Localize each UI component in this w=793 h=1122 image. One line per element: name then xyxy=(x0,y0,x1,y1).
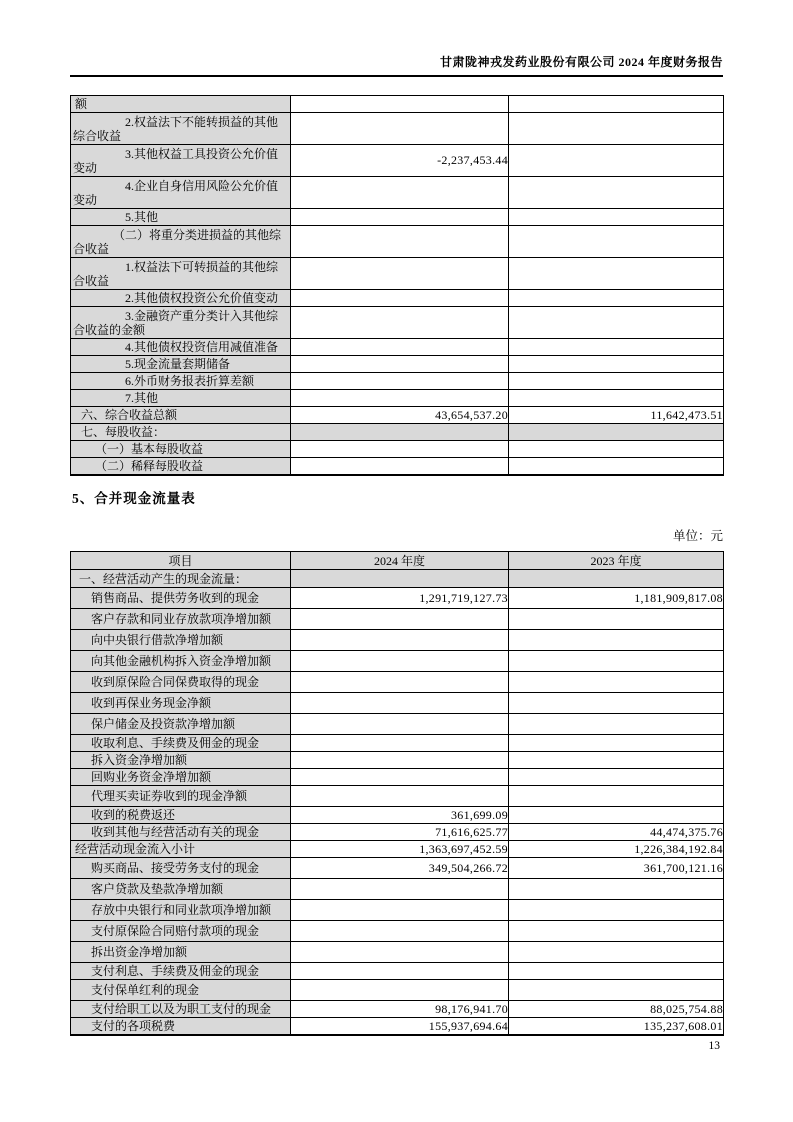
value-2024 xyxy=(291,942,509,963)
value-2023: 88,025,754.88 xyxy=(509,1001,724,1018)
value-2023: 1,181,909,817.08 xyxy=(509,588,724,609)
value-2024 xyxy=(291,752,509,769)
value-2023 xyxy=(509,290,724,307)
value-2023 xyxy=(509,177,724,209)
value-2023 xyxy=(509,693,724,714)
table-row xyxy=(71,373,724,390)
value-2024 xyxy=(291,113,509,145)
page-number: 13 xyxy=(708,1040,720,1052)
row-label: 支付给职工以及为职工支付的现金 xyxy=(91,1002,272,1016)
table-row xyxy=(71,900,724,921)
value-2023 xyxy=(509,807,724,824)
row-label: 支付原保险合同赔付款项的现金 xyxy=(91,924,260,938)
value-2024: 98,176,941.70 xyxy=(291,1001,509,1018)
value-2024 xyxy=(291,609,509,630)
value-2023 xyxy=(509,570,724,588)
row-label-cell xyxy=(71,942,291,963)
row-label: 4.其他债权投资信用减值准备 xyxy=(125,340,279,354)
row-label-cell xyxy=(71,841,291,858)
row-label: 拆出资金净增加额 xyxy=(91,945,188,959)
table-row xyxy=(71,841,724,858)
row-label: 保户储金及投资款净增加额 xyxy=(91,717,236,731)
row-label-cell xyxy=(71,258,291,290)
table-row xyxy=(71,651,724,672)
value-2023: 1,226,384,192.84 xyxy=(509,841,724,858)
row-label: （二）将重分类进损益的其他综合收益 xyxy=(73,227,282,256)
cash-flow-table-body xyxy=(71,570,724,1036)
value-2023 xyxy=(509,226,724,258)
value-2024: 1,363,697,452.59 xyxy=(291,841,509,858)
table-row xyxy=(71,356,724,373)
table-row xyxy=(71,307,724,339)
table-row xyxy=(71,570,724,588)
value-2023: 44,474,375.76 xyxy=(509,824,724,841)
row-label-cell xyxy=(71,1001,291,1018)
value-2023 xyxy=(509,339,724,356)
row-label: 收到原保险合同保费取得的现金 xyxy=(91,675,260,689)
row-label-cell xyxy=(71,407,291,424)
row-label-cell xyxy=(71,900,291,921)
value-2023 xyxy=(509,900,724,921)
row-label-cell xyxy=(71,980,291,1001)
value-2024 xyxy=(291,356,509,373)
table-row xyxy=(71,226,724,258)
value-2023 xyxy=(509,963,724,980)
value-2024 xyxy=(291,651,509,672)
row-label-cell xyxy=(71,786,291,807)
value-2023: 361,700,121.16 xyxy=(509,858,724,879)
row-label-cell xyxy=(71,373,291,390)
row-label-cell xyxy=(71,424,291,441)
value-2024 xyxy=(291,339,509,356)
table-row xyxy=(71,390,724,407)
table-row xyxy=(71,145,724,177)
value-2023 xyxy=(509,209,724,226)
row-label: 向中央银行借款净增加额 xyxy=(91,633,224,647)
row-label: 收到再保业务现金净额 xyxy=(91,696,212,710)
table-row xyxy=(71,113,724,145)
row-label: 代理买卖证券收到的现金净额 xyxy=(91,789,248,803)
value-2023 xyxy=(509,921,724,942)
table-row xyxy=(71,879,724,900)
table-row xyxy=(71,339,724,356)
value-2024 xyxy=(291,424,509,441)
row-label: （二）稀释每股收益 xyxy=(95,459,204,473)
comprehensive-income-table-body xyxy=(71,96,724,476)
row-label-cell xyxy=(71,963,291,980)
row-label: 2.权益法下不能转损益的其他综合收益 xyxy=(73,114,279,143)
row-label: 存放中央银行和同业款项净增加额 xyxy=(91,903,272,917)
value-2024 xyxy=(291,390,509,407)
value-2024: -2,237,453.44 xyxy=(291,145,509,177)
row-label-cell xyxy=(71,307,291,339)
row-label: 六、综合收益总额 xyxy=(81,408,178,422)
unit-label: 单位：元 xyxy=(672,529,723,543)
value-2024: 43,654,537.20 xyxy=(291,407,509,424)
row-label-cell xyxy=(71,807,291,824)
row-label-cell xyxy=(71,1018,291,1036)
value-2023 xyxy=(509,630,724,651)
value-2023 xyxy=(509,390,724,407)
value-2024 xyxy=(291,177,509,209)
table-row xyxy=(71,424,724,441)
value-2023 xyxy=(509,258,724,290)
value-2024 xyxy=(291,980,509,1001)
section-title: 5、合并现金流量表 xyxy=(72,491,196,506)
row-label: 销售商品、提供劳务收到的现金 xyxy=(91,591,260,605)
row-label-cell xyxy=(71,145,291,177)
row-label: 支付的各项税费 xyxy=(91,1019,176,1033)
row-label: 4.企业自身信用风险公允价值变动 xyxy=(73,178,279,207)
table-row xyxy=(71,735,724,752)
row-label: 收取利息、手续费及佣金的现金 xyxy=(91,736,260,750)
table-row xyxy=(71,672,724,693)
row-label: 客户存款和同业存放款项净增加额 xyxy=(91,612,272,626)
column-header: 2023 年度 xyxy=(509,552,724,570)
value-2024 xyxy=(291,630,509,651)
row-label: 一、经营活动产生的现金流量： xyxy=(79,571,248,586)
value-2023 xyxy=(509,307,724,339)
row-label-cell xyxy=(71,769,291,786)
row-label: 6.外币财务报表折算差额 xyxy=(125,374,255,388)
row-label-cell xyxy=(71,570,291,588)
row-label-cell xyxy=(71,209,291,226)
row-label: 额 xyxy=(75,97,88,111)
value-2023 xyxy=(509,441,724,458)
value-2023 xyxy=(509,752,724,769)
row-label: 2.其他债权投资公允价值变动 xyxy=(125,291,279,305)
row-label: 支付保单红利的现金 xyxy=(91,983,200,997)
table-row xyxy=(71,824,724,841)
row-label-cell xyxy=(71,858,291,879)
value-2024 xyxy=(291,458,509,476)
row-label: 拆入资金净增加额 xyxy=(91,753,188,767)
column-header: 2024 年度 xyxy=(291,552,509,570)
row-label: 客户贷款及垫款净增加额 xyxy=(91,882,224,896)
value-2023 xyxy=(509,786,724,807)
row-label-cell xyxy=(71,824,291,841)
row-label-cell xyxy=(71,693,291,714)
value-2023 xyxy=(509,651,724,672)
table-row xyxy=(71,209,724,226)
value-2024 xyxy=(291,693,509,714)
table-row xyxy=(71,714,724,735)
row-label-cell xyxy=(71,609,291,630)
value-2023 xyxy=(509,714,724,735)
cash-flow-table-head xyxy=(71,552,724,570)
row-label-cell xyxy=(71,226,291,258)
value-2024 xyxy=(291,441,509,458)
column-header: 项目 xyxy=(71,552,291,570)
row-label: 购买商品、接受劳务支付的现金 xyxy=(91,861,260,875)
value-2024 xyxy=(291,879,509,900)
table-row xyxy=(71,963,724,980)
table-row xyxy=(71,921,724,942)
row-label-cell xyxy=(71,714,291,735)
header-divider xyxy=(70,75,723,77)
value-2024: 1,291,719,127.73 xyxy=(291,588,509,609)
row-label-cell xyxy=(71,879,291,900)
row-label-cell xyxy=(71,177,291,209)
row-label: 支付利息、手续费及佣金的现金 xyxy=(91,964,260,978)
table-row xyxy=(71,942,724,963)
table-row xyxy=(71,980,724,1001)
value-2023 xyxy=(509,735,724,752)
row-label: 回购业务资金净增加额 xyxy=(91,770,212,784)
row-label-cell xyxy=(71,356,291,373)
table-row xyxy=(71,458,724,476)
value-2024 xyxy=(291,373,509,390)
value-2023 xyxy=(509,980,724,1001)
value-2024 xyxy=(291,209,509,226)
value-2023 xyxy=(509,424,724,441)
value-2023: 11,642,473.51 xyxy=(509,407,724,424)
value-2023 xyxy=(509,356,724,373)
row-label: 经营活动现金流入小计 xyxy=(75,842,196,856)
value-2024 xyxy=(291,900,509,921)
value-2024 xyxy=(291,226,509,258)
report-header-title: 甘肃陇神戎发药业股份有限公司 2024 年度财务报告 xyxy=(439,55,723,69)
value-2023 xyxy=(509,769,724,786)
header-row xyxy=(71,552,724,570)
table-row xyxy=(71,441,724,458)
consolidated-cash-flow-table xyxy=(70,551,724,1036)
table-row xyxy=(71,630,724,651)
row-label: 7.其他 xyxy=(125,391,159,405)
value-2023 xyxy=(509,879,724,900)
row-label-cell xyxy=(71,390,291,407)
value-2024: 361,699.09 xyxy=(291,807,509,824)
table-row xyxy=(71,769,724,786)
row-label-cell xyxy=(71,630,291,651)
value-2023 xyxy=(509,96,724,113)
row-label-cell xyxy=(71,921,291,942)
table-row xyxy=(71,290,724,307)
row-label: 3.其他权益工具投资公允价值变动 xyxy=(73,146,279,175)
value-2024 xyxy=(291,963,509,980)
table-row xyxy=(71,752,724,769)
value-2024: 71,616,625.77 xyxy=(291,824,509,841)
table-row xyxy=(71,407,724,424)
row-label: 5.其他 xyxy=(125,210,159,224)
row-label: （一）基本每股收益 xyxy=(95,442,204,456)
value-2024 xyxy=(291,714,509,735)
row-label: 向其他金融机构拆入资金净增加额 xyxy=(91,654,272,668)
row-label-cell xyxy=(71,441,291,458)
row-label: 5.现金流量套期储备 xyxy=(125,357,231,371)
table-row xyxy=(71,693,724,714)
row-label-cell xyxy=(71,339,291,356)
row-label-cell xyxy=(71,672,291,693)
table-row xyxy=(71,96,724,113)
value-2023 xyxy=(509,942,724,963)
value-2023 xyxy=(509,609,724,630)
row-label: 收到其他与经营活动有关的现金 xyxy=(91,825,260,839)
row-label-cell xyxy=(71,96,291,113)
row-label: 收到的税费返还 xyxy=(91,808,176,822)
row-label-cell xyxy=(71,290,291,307)
value-2024 xyxy=(291,672,509,693)
table-row xyxy=(71,588,724,609)
value-2023 xyxy=(509,113,724,145)
table-row xyxy=(71,858,724,879)
value-2024 xyxy=(291,769,509,786)
table-row xyxy=(71,786,724,807)
row-label: 七、每股收益： xyxy=(81,425,166,439)
value-2023 xyxy=(509,672,724,693)
value-2024 xyxy=(291,307,509,339)
row-label: 1.权益法下可转损益的其他综合收益 xyxy=(73,259,279,288)
value-2024 xyxy=(291,290,509,307)
table-row xyxy=(71,1001,724,1018)
value-2023 xyxy=(509,145,724,177)
value-2024: 155,937,694.64 xyxy=(291,1018,509,1036)
row-label-cell xyxy=(71,735,291,752)
value-2023: 135,237,608.01 xyxy=(509,1018,724,1036)
value-2024 xyxy=(291,786,509,807)
row-label-cell xyxy=(71,458,291,476)
table-row xyxy=(71,177,724,209)
table-row xyxy=(71,807,724,824)
row-label-cell xyxy=(71,651,291,672)
value-2024 xyxy=(291,570,509,588)
row-label-cell xyxy=(71,113,291,145)
table-row xyxy=(71,258,724,290)
value-2024 xyxy=(291,921,509,942)
value-2023 xyxy=(509,458,724,476)
value-2023 xyxy=(509,373,724,390)
value-2024: 349,504,266.72 xyxy=(291,858,509,879)
row-label-cell xyxy=(71,588,291,609)
table-row xyxy=(71,609,724,630)
table-row xyxy=(71,1018,724,1036)
value-2024 xyxy=(291,96,509,113)
row-label: 3.金融资产重分类计入其他综合收益的金额 xyxy=(73,308,279,337)
row-label-cell xyxy=(71,752,291,769)
comprehensive-income-table-continued xyxy=(70,95,724,476)
value-2024 xyxy=(291,258,509,290)
value-2024 xyxy=(291,735,509,752)
